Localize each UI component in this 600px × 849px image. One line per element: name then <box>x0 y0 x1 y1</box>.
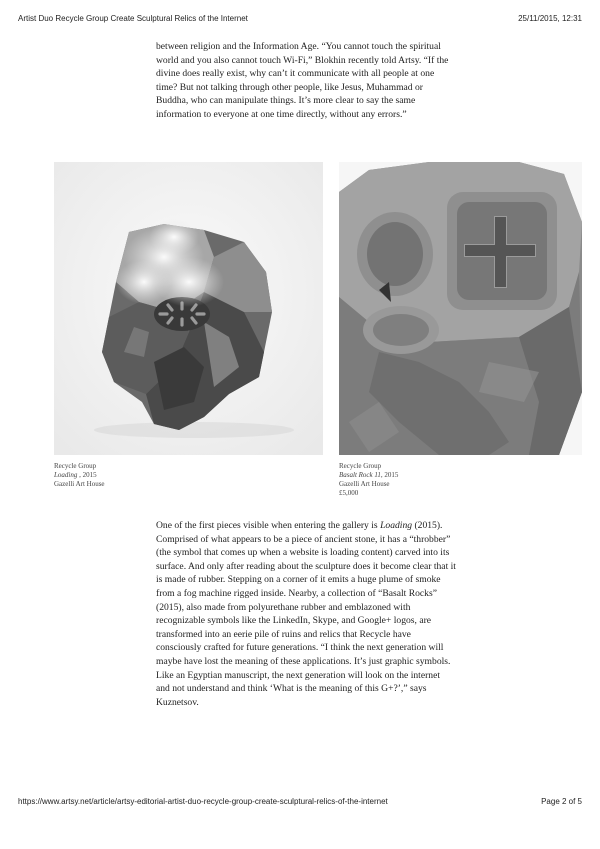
paragraph-text-before: One of the first pieces visible when entering the gallery is <box>156 520 381 531</box>
article-paragraph-1: between religion and the Information Age. “You cannot touch the spiritual world and you also cannot touch Wi-Fi,” Blokhin recently told Artsy. “If the divine does really exist, why can’t it communicate with all people at one time? But not talking through other people, like Jesus, Muhammad or Buddha, who can manipulate things. It’s more clear to say the same information to everyone at one time directly, without any errors.” <box>156 41 449 120</box>
article-paragraph-2 <box>156 519 456 709</box>
figure-caption-2 <box>339 462 398 498</box>
header-datetime: 25/11/2015, 12:31 <box>518 14 582 23</box>
artwork-image-basalt-rock <box>339 162 582 455</box>
header-title: Artist Duo Recycle Group Create Sculptural Relics of the Internet <box>18 14 248 23</box>
caption-gallery: Gazelli Art House <box>339 480 390 488</box>
footer-page-number: Page 2 of 5 <box>541 797 582 806</box>
footer-url: https://www.artsy.net/article/artsy-editorial-artist-duo-recycle-group-create-sculptural-relics-of-the-internet <box>18 797 388 806</box>
artwork-image-loading <box>54 162 323 455</box>
page-footer <box>18 797 582 806</box>
caption-price: £5,000 <box>339 489 359 497</box>
caption-title: Loading <box>54 471 78 479</box>
artwork-title-loading: Loading <box>380 520 413 531</box>
page-header <box>18 14 582 23</box>
caption-artist: Recycle Group <box>339 462 382 470</box>
caption-year: , 2015 <box>380 471 399 479</box>
caption-title-line <box>54 471 105 480</box>
paragraph-text-after: (2015). Comprised of what appears to be a piece of ancient stone, it has a “throbber” (the symbol that comes up when a website is loading content) carved into its surface. And only after reading about the sculpture does it become clear that it is made of rubber. Stepping on a corner of it emits a huge plume of smoke from a fog machine rigged inside. Nearby, a collection of “Basalt Rocks” (2015), also made from polyurethane rubber and emblazoned with recognizable symbols like the LinkedIn, Skype, and Google+ logos, are transformed into an eerie pile of ruins and relics that Recycle have consciously crafted for future generations. “I think the next generation will maybe have lost the meaning of these applications. It’s just graphic symbols. Like an Egyptian manuscript, the next generation will look on the internet and not understand and think ‘What is the meaning of this G+?’,” says Kuznetsov. <box>156 520 456 708</box>
caption-gallery: Gazelli Art House <box>54 480 105 488</box>
caption-artist: Recycle Group <box>54 462 97 470</box>
caption-title: Basalt Rock 11 <box>339 471 381 479</box>
figure-caption-1 <box>54 462 105 489</box>
caption-year: , 2015 <box>77 471 97 479</box>
caption-title-line <box>339 471 398 480</box>
